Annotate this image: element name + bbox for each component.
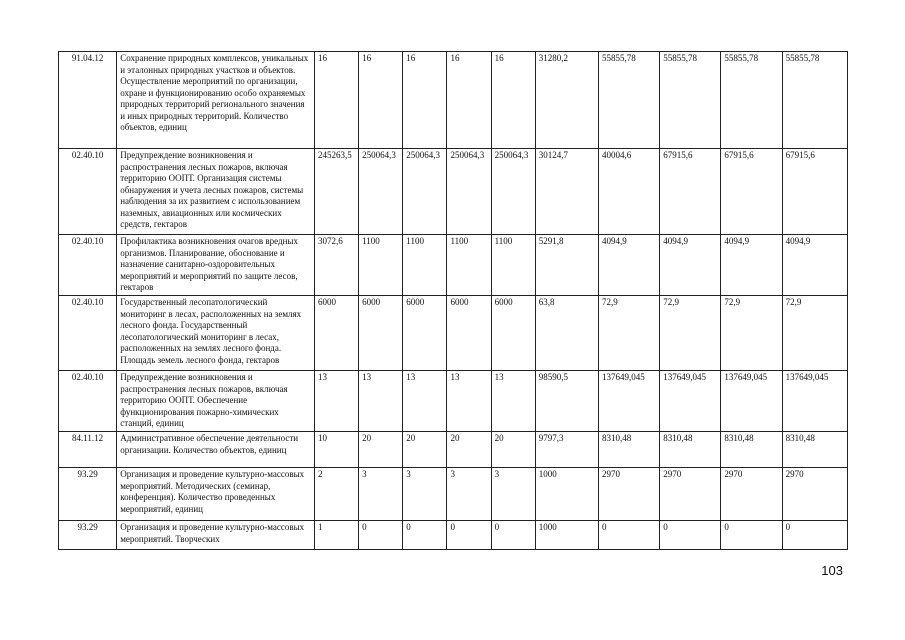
value-cell: 55855,78 bbox=[721, 52, 782, 149]
value-cell: 3 bbox=[403, 468, 447, 521]
value-cell: 0 bbox=[598, 521, 659, 550]
value-cell: 2970 bbox=[782, 468, 847, 521]
value-cell: 30124,7 bbox=[535, 149, 598, 235]
page-number: 103 bbox=[821, 563, 843, 578]
value-cell: 3 bbox=[447, 468, 491, 521]
value-cell: 4094,9 bbox=[660, 235, 721, 296]
value-cell: 250064,3 bbox=[359, 149, 403, 235]
value-cell: 72,9 bbox=[782, 296, 847, 371]
table-row bbox=[59, 468, 848, 521]
table-row bbox=[59, 432, 848, 468]
value-cell: 137649,045 bbox=[598, 371, 659, 432]
value-cell: 0 bbox=[721, 521, 782, 550]
value-cell: 16 bbox=[447, 52, 491, 149]
value-cell: 13 bbox=[314, 371, 358, 432]
value-cell: 6000 bbox=[314, 296, 358, 371]
value-cell: 67915,6 bbox=[660, 149, 721, 235]
activity-code-cell: 93.29 bbox=[59, 521, 117, 550]
value-cell: 8310,48 bbox=[721, 432, 782, 468]
activity-code-cell: 91.04.12 bbox=[59, 52, 117, 149]
description-cell: Предупреждение возникновения и распространения лесных пожаров, включая территорию ООПТ. Организация системы обнаружения и учета лесных пожаров, системы наблюдения за их развитием с использованием наземных, авиационных или космических средств, гектаров bbox=[117, 149, 315, 235]
value-cell: 4094,9 bbox=[598, 235, 659, 296]
value-cell: 72,9 bbox=[660, 296, 721, 371]
value-cell: 13 bbox=[447, 371, 491, 432]
value-cell: 3 bbox=[359, 468, 403, 521]
activity-code-cell: 02.40.10 bbox=[59, 235, 117, 296]
value-cell: 98590,5 bbox=[535, 371, 598, 432]
value-cell: 137649,045 bbox=[721, 371, 782, 432]
table-row bbox=[59, 52, 848, 149]
value-cell: 1000 bbox=[535, 521, 598, 550]
activity-code-cell: 02.40.10 bbox=[59, 371, 117, 432]
activity-code-cell: 02.40.10 bbox=[59, 296, 117, 371]
table-body bbox=[59, 52, 848, 550]
value-cell: 0 bbox=[782, 521, 847, 550]
value-cell: 10 bbox=[314, 432, 358, 468]
value-cell: 16 bbox=[314, 52, 358, 149]
value-cell: 6000 bbox=[447, 296, 491, 371]
value-cell: 16 bbox=[491, 52, 535, 149]
description-cell: Предупреждение возникновения и распространения лесных пожаров, включая территорию ООПТ. Обеспечение функционирования пожарно-химических станций, единиц bbox=[117, 371, 315, 432]
description-cell: Организация и проведение культурно-массовых мероприятий. Методических (семинар, конференция). Количество проведенных мероприятий, единиц bbox=[117, 468, 315, 521]
description-cell: Организация и проведение культурно-массовых мероприятий. Творческих bbox=[117, 521, 315, 550]
value-cell: 72,9 bbox=[721, 296, 782, 371]
value-cell: 0 bbox=[491, 521, 535, 550]
table-row bbox=[59, 371, 848, 432]
value-cell: 55855,78 bbox=[660, 52, 721, 149]
value-cell: 3072,6 bbox=[314, 235, 358, 296]
value-cell: 4094,9 bbox=[721, 235, 782, 296]
value-cell: 6000 bbox=[491, 296, 535, 371]
budget-table bbox=[58, 51, 848, 550]
value-cell: 2970 bbox=[660, 468, 721, 521]
value-cell: 72,9 bbox=[598, 296, 659, 371]
value-cell: 4094,9 bbox=[782, 235, 847, 296]
value-cell: 67915,6 bbox=[782, 149, 847, 235]
value-cell: 2970 bbox=[598, 468, 659, 521]
value-cell: 1100 bbox=[491, 235, 535, 296]
activity-code-cell: 84.11.12 bbox=[59, 432, 117, 468]
value-cell: 250064,3 bbox=[403, 149, 447, 235]
value-cell: 0 bbox=[660, 521, 721, 550]
table-row bbox=[59, 296, 848, 371]
value-cell: 0 bbox=[403, 521, 447, 550]
value-cell: 13 bbox=[403, 371, 447, 432]
value-cell: 8310,48 bbox=[598, 432, 659, 468]
value-cell: 55855,78 bbox=[782, 52, 847, 149]
value-cell: 13 bbox=[359, 371, 403, 432]
value-cell: 20 bbox=[359, 432, 403, 468]
value-cell: 250064,3 bbox=[447, 149, 491, 235]
value-cell: 9797,3 bbox=[535, 432, 598, 468]
value-cell: 20 bbox=[403, 432, 447, 468]
value-cell: 250064,3 bbox=[491, 149, 535, 235]
table-row bbox=[59, 521, 848, 550]
value-cell: 31280,2 bbox=[535, 52, 598, 149]
value-cell: 20 bbox=[447, 432, 491, 468]
value-cell: 6000 bbox=[403, 296, 447, 371]
value-cell: 137649,045 bbox=[660, 371, 721, 432]
value-cell: 16 bbox=[403, 52, 447, 149]
value-cell: 0 bbox=[447, 521, 491, 550]
value-cell: 3 bbox=[491, 468, 535, 521]
value-cell: 1000 bbox=[535, 468, 598, 521]
description-cell: Государственный лесопатологический мониторинг в лесах, расположенных на землях лесного фонда. Государственный лесопатологический мониторинг в лесах, расположенных на землях лесного фонда. Площадь земель лесного фонда, гектаров bbox=[117, 296, 315, 371]
value-cell: 8310,48 bbox=[660, 432, 721, 468]
description-cell: Профилактика возникновения очагов вредных организмов. Планирование, обоснование и назначение санитарно-оздоровительных мероприятий и мероприятий по защите лесов, гектаров bbox=[117, 235, 315, 296]
value-cell: 2 bbox=[314, 468, 358, 521]
value-cell: 245263,5 bbox=[314, 149, 358, 235]
value-cell: 1 bbox=[314, 521, 358, 550]
description-cell: Административное обеспечение деятельности организации. Количество объектов, единиц bbox=[117, 432, 315, 468]
value-cell: 63,8 bbox=[535, 296, 598, 371]
value-cell: 137649,045 bbox=[782, 371, 847, 432]
value-cell: 2970 bbox=[721, 468, 782, 521]
table-row bbox=[59, 149, 848, 235]
table-row bbox=[59, 235, 848, 296]
value-cell: 1100 bbox=[359, 235, 403, 296]
value-cell: 0 bbox=[359, 521, 403, 550]
value-cell: 6000 bbox=[359, 296, 403, 371]
value-cell: 8310,48 bbox=[782, 432, 847, 468]
value-cell: 55855,78 bbox=[598, 52, 659, 149]
value-cell: 1100 bbox=[403, 235, 447, 296]
value-cell: 5291,8 bbox=[535, 235, 598, 296]
activity-code-cell: 93.29 bbox=[59, 468, 117, 521]
value-cell: 20 bbox=[491, 432, 535, 468]
value-cell: 67915,6 bbox=[721, 149, 782, 235]
value-cell: 13 bbox=[491, 371, 535, 432]
value-cell: 1100 bbox=[447, 235, 491, 296]
description-cell: Сохранение природных комплексов, уникальных и эталонных природных участков и объектов. Осуществление мероприятий по организации, охране и функционированию особо охраняемых природных территорий регионального значения и иных природных территорий. Количество объектов, единиц bbox=[117, 52, 315, 149]
activity-code-cell: 02.40.10 bbox=[59, 149, 117, 235]
value-cell: 40004,6 bbox=[598, 149, 659, 235]
value-cell: 16 bbox=[359, 52, 403, 149]
